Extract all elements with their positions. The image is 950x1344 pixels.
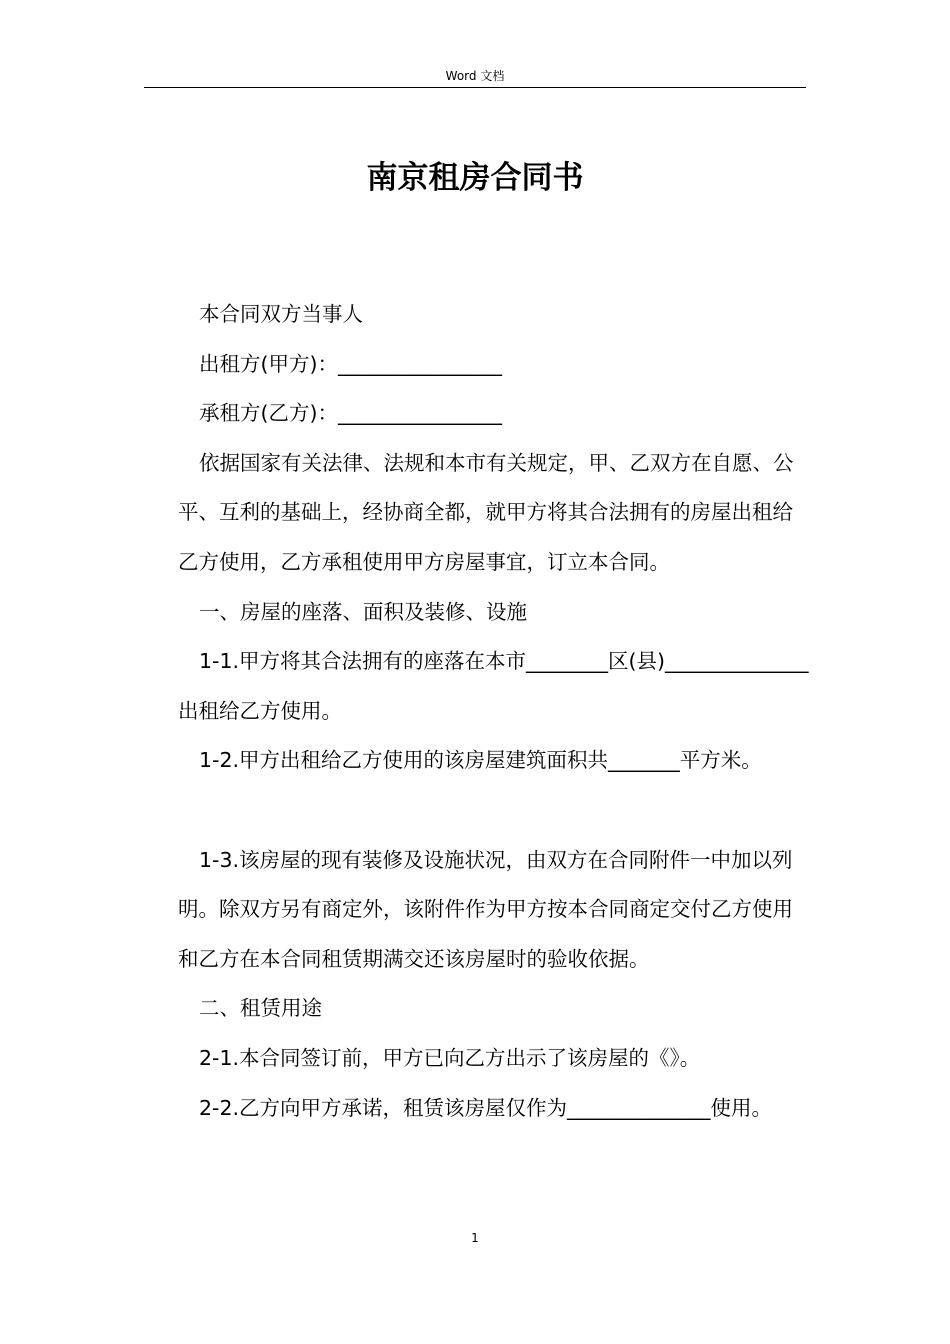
lessor-line: 出租方(甲方)：________________ [199, 351, 502, 376]
section-heading-1: 一、房屋的座落、面积及装修、设施 [199, 599, 527, 624]
header-rule [144, 87, 806, 88]
page-number: 1 [471, 1231, 479, 1245]
lessee-line: 承租方(乙方)：________________ [199, 401, 502, 426]
parties-intro: 本合同双方当事人 [199, 302, 363, 326]
document-title: 南京租房合同书 [366, 160, 584, 196]
page-header: Word 文档 [445, 69, 505, 83]
clause-2-1: 2-1.本合同签订前，甲方已向乙方出示了该房屋的《》。 [199, 1045, 701, 1070]
clause-2-2: 2-2.乙方向甲方承诺，租赁该房屋仅作为______________使用。 [199, 1095, 772, 1120]
preamble-paragraph: 依据国家有关法律、法规和本市有关规定，甲、乙双方在自愿、公平、互利的基础上，经协商全都，就甲方将其合法拥有的房屋出租给乙方使用，乙方承租使用甲方房屋事宜，订立本合同。 [178, 450, 794, 574]
document-body [178, 290, 810, 1133]
section-heading-2: 二、租赁用途 [199, 996, 322, 1021]
clause-1-1: 1-1.甲方将其合法拥有的座落在本市________区(县)______________出租给乙方使用。 [178, 649, 809, 723]
clause-1-2: 1-2.甲方出租给乙方使用的该房屋建筑面积共_______平方米。 [199, 748, 762, 773]
clause-1-3: 1-3.该房屋的现有装修及设施状况，由双方在合同附件一中加以列明。除双方另有商定外，该附件作为甲方按本合同商定交付乙方使用和乙方在本合同租赁期满交还该房屋时的验收依据。 [178, 847, 793, 971]
